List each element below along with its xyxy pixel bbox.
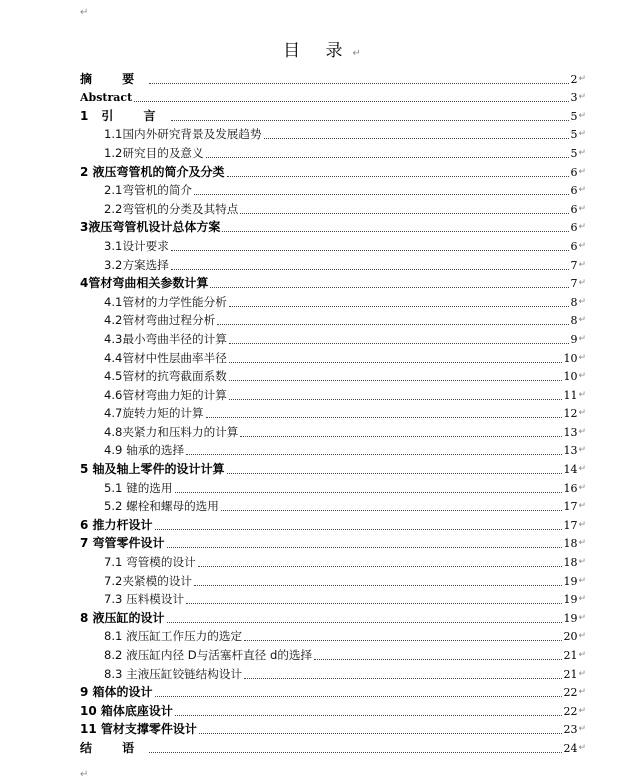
paragraph-mark-icon: ↵ xyxy=(578,501,586,512)
dot-leader xyxy=(222,230,569,232)
paragraph-mark-icon: ↵ xyxy=(578,185,586,196)
toc-entry-page-number: 9 xyxy=(570,332,578,346)
toc-entry-title: 2.2弯管机的分类及其特点 xyxy=(104,201,239,216)
dot-leader xyxy=(217,323,569,325)
toc-entry-page-number: 6 xyxy=(570,184,578,198)
dot-leader xyxy=(264,137,570,139)
paragraph-mark-icon: ↵ xyxy=(578,445,586,456)
dot-leader xyxy=(210,286,569,288)
toc-entry[interactable] xyxy=(80,644,586,663)
toc-entry-page-number: 13 xyxy=(563,425,578,439)
toc-entry-page-number: 21 xyxy=(563,649,578,662)
paragraph-mark-icon: ↵ xyxy=(578,426,586,437)
toc-entry-title: 5.1 键的选用 xyxy=(104,480,173,495)
dot-leader xyxy=(134,100,569,102)
toc-entry-title: 4管材弯曲相关参数计算 xyxy=(80,276,209,291)
paragraph-mark-icon: ↵ xyxy=(578,278,586,289)
toc-entry-title: 3.2方案选择 xyxy=(104,257,169,272)
paragraph-mark-icon: ↵ xyxy=(578,371,586,382)
dot-leader xyxy=(149,82,569,84)
paragraph-mark-icon: ↵ xyxy=(578,259,586,270)
toc-entry-page-number: 14 xyxy=(563,463,578,477)
toc-entry-title: 9 箱体的设计 xyxy=(80,685,153,700)
paragraph-mark-icon: ↵ xyxy=(578,147,586,158)
dot-leader xyxy=(229,398,563,400)
toc-entry-page-number: 24 xyxy=(563,741,578,755)
paragraph-mark-icon: ↵ xyxy=(578,92,586,103)
paragraph-mark-icon: ↵ xyxy=(80,769,89,780)
paragraph-mark-icon: ↵ xyxy=(578,389,586,400)
paragraph-mark-icon: ↵ xyxy=(80,7,89,18)
paragraph-mark-icon: ↵ xyxy=(578,705,586,716)
toc-entry[interactable] xyxy=(80,124,586,143)
toc-entry-title: 4.7旋转力矩的计算 xyxy=(104,406,204,421)
toc-entry-page-number: 16 xyxy=(563,481,578,495)
toc-entry-page-number: 11 xyxy=(563,388,578,402)
toc-entry[interactable] xyxy=(80,68,586,87)
toc-entry-title: 8.3 主液压缸铰链结构设计 xyxy=(104,666,243,681)
toc-entry-page-number: 13 xyxy=(563,444,578,458)
toc-entry[interactable] xyxy=(80,347,586,366)
toc-entry[interactable] xyxy=(80,180,586,199)
toc-entry[interactable] xyxy=(80,682,586,701)
toc-entry-page-number: 22 xyxy=(563,704,578,718)
toc-entry-title: 10 箱体底座设计 xyxy=(80,703,173,718)
toc-entry[interactable] xyxy=(80,366,586,385)
toc-entry[interactable] xyxy=(80,142,586,161)
toc-entry-title: 8.2 液压缸内径 D与活塞杆直径 d的选择 xyxy=(104,648,313,662)
dot-leader xyxy=(171,119,570,121)
paragraph-mark-icon: ↵ xyxy=(578,594,586,605)
paragraph-mark-icon: ↵ xyxy=(578,538,586,549)
dot-leader xyxy=(155,528,563,530)
paragraph-mark-icon: ↵ xyxy=(578,519,586,530)
toc-entry-title: 摘 要 xyxy=(80,71,148,86)
page-title-text: 目 录 xyxy=(283,41,353,61)
paragraph-mark-icon: ↵ xyxy=(578,352,586,363)
toc-entry[interactable] xyxy=(80,254,586,273)
toc-entry[interactable] xyxy=(80,217,586,236)
toc-entry-title: 4.8夹紧力和压料力的计算 xyxy=(104,424,239,439)
paragraph-mark-icon: ↵ xyxy=(578,575,586,586)
paragraph-mark-icon: ↵ xyxy=(578,464,586,475)
toc-entry-title: 5.2 螺栓和螺母的选用 xyxy=(104,499,219,514)
dot-leader xyxy=(244,677,562,679)
toc-entry-page-number: 18 xyxy=(563,537,578,551)
toc-entry-title: 2.1弯管机的简介 xyxy=(104,183,193,198)
toc-entry-page-number: 19 xyxy=(563,611,578,625)
paragraph-mark-icon: ↵ xyxy=(578,333,586,344)
paragraph-mark-icon: ↵ xyxy=(578,203,586,214)
toc-entry[interactable] xyxy=(80,700,586,719)
toc-entry-page-number: 3 xyxy=(570,91,578,105)
dot-leader xyxy=(186,453,562,455)
toc-entry[interactable] xyxy=(80,384,586,403)
dot-leader xyxy=(227,175,570,177)
toc-entry[interactable] xyxy=(80,403,586,422)
dot-leader xyxy=(155,695,563,697)
paragraph-mark-icon: ↵ xyxy=(578,724,586,735)
toc-entry-page-number: 10 xyxy=(563,370,578,384)
dot-leader xyxy=(229,342,570,344)
toc-entry-title: 1引 言 xyxy=(80,108,169,123)
toc-entry-title: 4.3最小弯曲半径的计算 xyxy=(104,331,227,346)
toc-entry-page-number: 18 xyxy=(563,556,578,570)
paragraph-mark-icon: ↵ xyxy=(578,650,586,660)
toc-entry[interactable] xyxy=(80,328,586,347)
toc-entry-title: 4.5管材的抗弯截面系数 xyxy=(104,369,227,384)
toc-entry[interactable] xyxy=(80,440,586,459)
dot-leader xyxy=(206,416,563,418)
toc-entry-title: 3液压弯管机设计总体方案 xyxy=(80,220,221,235)
toc-entry[interactable] xyxy=(80,570,586,589)
toc-entry-page-number: 20 xyxy=(563,630,578,644)
paragraph-mark-icon: ↵ xyxy=(578,73,586,84)
toc-entry[interactable] xyxy=(80,198,586,217)
paragraph-mark-icon: ↵ xyxy=(578,612,586,623)
dot-leader xyxy=(240,435,562,437)
paragraph-mark-icon: ↵ xyxy=(578,222,586,233)
toc-entry-page-number: 10 xyxy=(563,351,578,365)
toc-entry[interactable] xyxy=(80,421,586,440)
toc-entry-title: 2 液压弯管机的简介及分类 xyxy=(80,164,225,179)
toc-entry[interactable] xyxy=(80,310,586,329)
dot-leader xyxy=(229,305,570,307)
toc-entry[interactable] xyxy=(80,87,586,106)
dot-leader xyxy=(194,584,562,586)
paragraph-mark-icon: ↵ xyxy=(578,240,586,251)
toc-entry[interactable] xyxy=(80,161,586,180)
toc-entry[interactable] xyxy=(80,663,586,682)
toc-entry[interactable] xyxy=(80,533,586,552)
toc-entry-page-number: 8 xyxy=(570,295,578,309)
paragraph-mark-icon: ↵ xyxy=(578,166,586,177)
dot-leader xyxy=(199,732,563,734)
toc-entry-page-number: 7 xyxy=(570,258,578,272)
dot-leader xyxy=(206,156,570,158)
dot-leader xyxy=(221,509,563,511)
toc-entry-page-number: 2 xyxy=(570,72,578,86)
toc-entry-title: 1.1国内外研究背景及发展趋势 xyxy=(104,127,262,142)
toc-entry[interactable] xyxy=(80,291,586,310)
toc-entry-title: 7.2夹紧模的设计 xyxy=(104,573,193,588)
toc-entry-title: 4.4管材中性层曲率半径 xyxy=(104,350,227,365)
toc-entry-title: 5 轴及轴上零件的设计计算 xyxy=(80,462,225,477)
dot-leader xyxy=(175,714,563,716)
toc-entry-page-number: 6 xyxy=(570,202,578,216)
dot-leader xyxy=(149,751,562,753)
dot-leader xyxy=(229,379,563,381)
toc-entry-page-number: 12 xyxy=(563,407,578,421)
dot-leader xyxy=(198,565,563,567)
toc-entry-title: 4.6管材弯曲力矩的计算 xyxy=(104,387,227,402)
toc-entry-title: 8.1 液压缸工作压力的选定 xyxy=(104,629,243,644)
paragraph-mark-icon: ↵ xyxy=(578,557,586,568)
toc-entry-page-number: 5 xyxy=(570,146,578,160)
dot-leader xyxy=(244,639,562,641)
dot-leader xyxy=(314,658,562,660)
toc-entry-title: Abstract xyxy=(80,91,133,105)
dot-leader xyxy=(171,249,570,251)
toc-entry-page-number: 19 xyxy=(563,574,578,588)
toc-entry[interactable] xyxy=(80,514,586,533)
paragraph-mark-icon: ↵ xyxy=(578,482,586,493)
toc-entry-title: 3.1设计要求 xyxy=(104,238,169,253)
paragraph-mark-icon: ↵ xyxy=(578,668,586,679)
paragraph-mark-icon: ↵ xyxy=(578,631,586,642)
toc-entry[interactable] xyxy=(80,477,586,496)
toc-entry-page-number: 19 xyxy=(563,593,578,607)
toc-entry-page-number: 6 xyxy=(570,221,578,235)
toc-entry-page-number: 6 xyxy=(570,165,578,179)
paragraph-mark-icon: ↵ xyxy=(352,48,361,59)
paragraph-mark-icon: ↵ xyxy=(578,742,586,753)
paragraph-mark-icon: ↵ xyxy=(578,129,586,140)
toc-entry[interactable] xyxy=(80,737,586,756)
dot-leader xyxy=(171,268,570,270)
toc-entry-page-number: 5 xyxy=(570,128,578,142)
toc-entry-title: 8 液压缸的设计 xyxy=(80,610,165,625)
paragraph-mark-icon: ↵ xyxy=(578,110,586,121)
toc-entry-title: 1.2研究目的及意义 xyxy=(104,145,204,160)
toc-entry[interactable] xyxy=(80,458,586,477)
table-of-contents xyxy=(80,68,586,756)
toc-entry[interactable] xyxy=(80,607,586,626)
toc-entry[interactable] xyxy=(80,105,586,124)
paragraph-mark-icon: ↵ xyxy=(578,315,586,326)
toc-entry[interactable] xyxy=(80,626,586,645)
toc-entry[interactable] xyxy=(80,496,586,515)
paragraph-mark-icon: ↵ xyxy=(578,408,586,419)
dot-leader xyxy=(186,602,562,604)
paragraph-mark-icon: ↵ xyxy=(578,687,586,698)
paragraph-mark-icon: ↵ xyxy=(578,296,586,307)
dot-leader xyxy=(194,193,569,195)
toc-entry-title: 7.3 压料模设计 xyxy=(104,592,185,607)
toc-entry-title: 6 推力杆设计 xyxy=(80,517,153,532)
toc-entry-title: 7.1 弯管模的设计 xyxy=(104,555,196,570)
dot-leader xyxy=(240,212,569,214)
toc-entry[interactable] xyxy=(80,589,586,608)
toc-entry-title: 4.9 轴承的选择 xyxy=(104,443,185,458)
toc-entry[interactable] xyxy=(80,551,586,570)
toc-entry-page-number: 17 xyxy=(563,518,578,532)
toc-entry-page-number: 22 xyxy=(563,686,578,700)
toc-entry[interactable] xyxy=(80,719,586,738)
dot-leader xyxy=(167,546,563,548)
dot-leader xyxy=(167,621,563,623)
toc-entry-title: 11 管材支撑零件设计 xyxy=(80,722,197,737)
toc-entry-page-number: 23 xyxy=(563,723,578,737)
page-title xyxy=(0,40,644,65)
toc-entry-title: 结 语 xyxy=(80,740,148,755)
toc-entry-page-number: 21 xyxy=(563,667,578,681)
toc-entry-page-number: 8 xyxy=(570,314,578,328)
toc-entry-page-number: 5 xyxy=(570,109,578,123)
dot-leader xyxy=(175,491,563,493)
toc-entry-page-number: 6 xyxy=(570,239,578,253)
toc-entry-page-number: 7 xyxy=(570,277,578,291)
toc-entry-title: 4.1管材的力学性能分析 xyxy=(104,294,227,309)
dot-leader xyxy=(227,472,563,474)
toc-entry-title: 7 弯管零件设计 xyxy=(80,536,165,551)
toc-entry-title: 4.2管材弯曲过程分析 xyxy=(104,313,216,328)
toc-entry[interactable] xyxy=(80,235,586,254)
dot-leader xyxy=(229,361,563,363)
toc-entry-page-number: 17 xyxy=(563,500,578,514)
toc-entry[interactable] xyxy=(80,273,586,292)
